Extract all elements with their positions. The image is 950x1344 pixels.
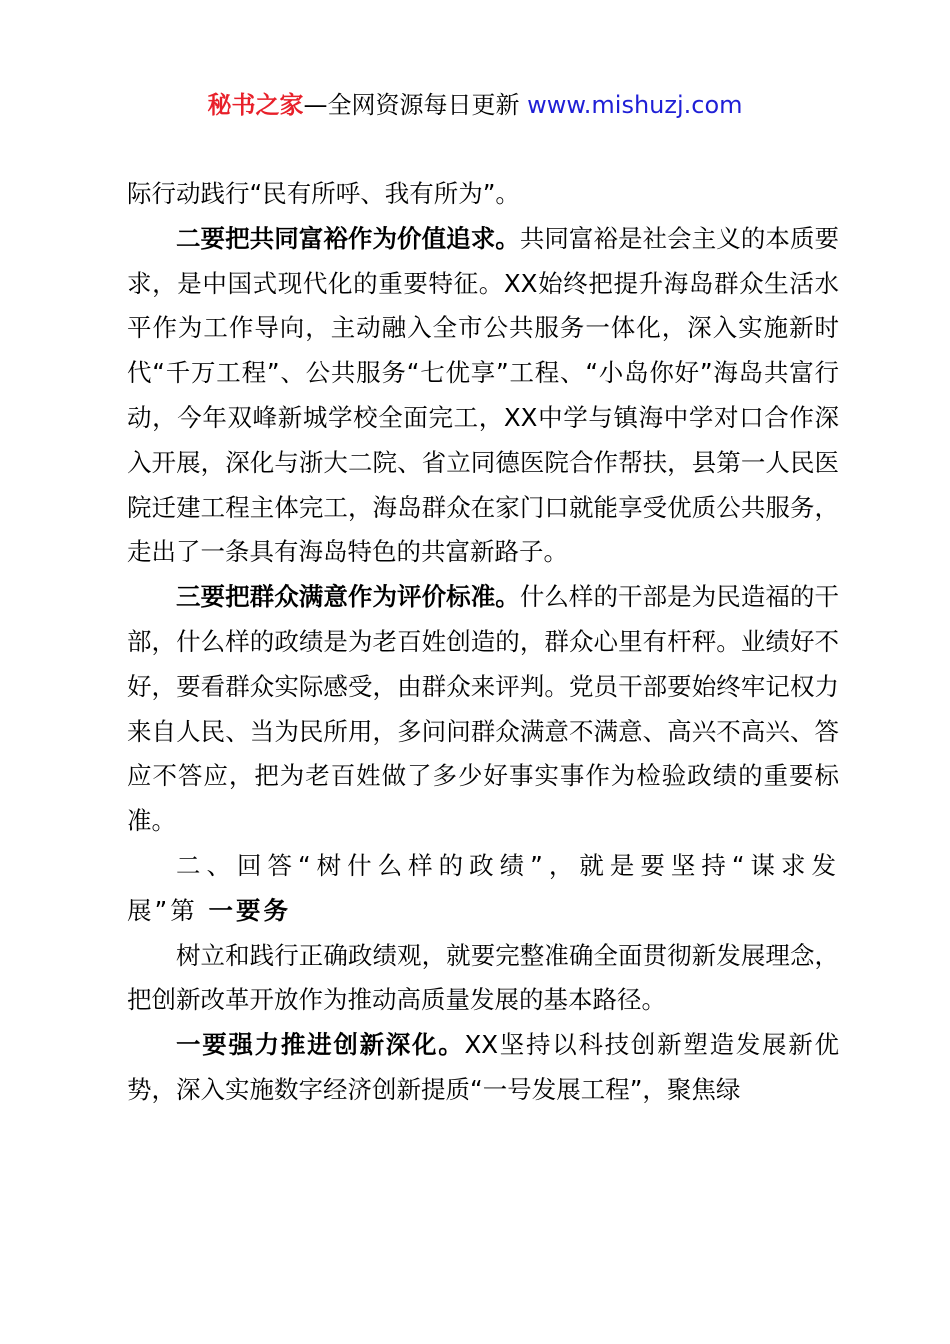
paragraph-common-prosperity bbox=[127, 217, 839, 575]
header-url[interactable]: www.mishuzj.com bbox=[527, 91, 743, 119]
paragraph-continuation bbox=[127, 172, 839, 217]
header-tagline: —全网资源每日更新 bbox=[303, 91, 528, 119]
site-header bbox=[0, 88, 950, 122]
document-body bbox=[127, 172, 839, 1113]
section-heading-emphasis: 一要务 bbox=[208, 895, 291, 925]
paragraph-text: 际行动践行“民有所呼、我有所为”。 bbox=[127, 179, 520, 208]
paragraph-innovation bbox=[127, 1023, 839, 1113]
paragraph-text: 树立和践行正确政绩观，就要完整准确全面贯彻新发展理念，把创新改革开放作为推动高质量发展的基本路径。 bbox=[127, 940, 839, 1015]
paragraph-text: 共同富裕是社会主义的本质要求，是中国式现代化的重要特征。XX始终把提升海岛群众生活水平作为工作导向，主动融入全市公共服务一体化，深入实施新时代“千万工程”、公共服务“七优享”工程、“小岛你好”海岛共富行动，今年双峰新城学校全面完工，XX中学与镇海中学对口合作深入开展，深化与浙大二院、省立同德医院合作帮扶，县第一人民医院迁建工程主体完工，海岛群众在家门口就能享受优质公共服务，走出了一条具有海岛特色的共富新路子。 bbox=[127, 223, 840, 567]
paragraph-lead: 二要把共同富裕作为价值追求。 bbox=[176, 223, 520, 253]
paragraph-text: XX坚持以科技创新塑造发展新优势，深入实施数字经济创新提质“一号发展工程”，聚焦绿 bbox=[127, 1030, 839, 1104]
section-heading-text: 二、回答“树什么样的政绩”，就是要坚持“谋求发展”第 bbox=[127, 850, 839, 925]
paragraph-text: 什么样的干部是为民造福的干部，什么样的政绩是为老百姓创造的，群众心里有杆秤。业绩好不好，要看群众实际感受，由群众来评判。党员干部要始终牢记权力来自人民、当为民所用，多问问群众满意不满意、高兴不高兴、答应不答应，把为老百姓做了多少好事实事作为检验政绩的重要标准。 bbox=[127, 582, 840, 836]
header-brand: 秘书之家 bbox=[207, 91, 304, 119]
paragraph-lead: 一要强力推进创新深化。 bbox=[176, 1030, 465, 1060]
section-heading-two bbox=[127, 844, 839, 934]
paragraph-public-satisfaction bbox=[127, 575, 839, 844]
paragraph-lead: 三要把群众满意作为评价标准。 bbox=[176, 582, 520, 612]
paragraph-new-development bbox=[127, 934, 839, 1024]
